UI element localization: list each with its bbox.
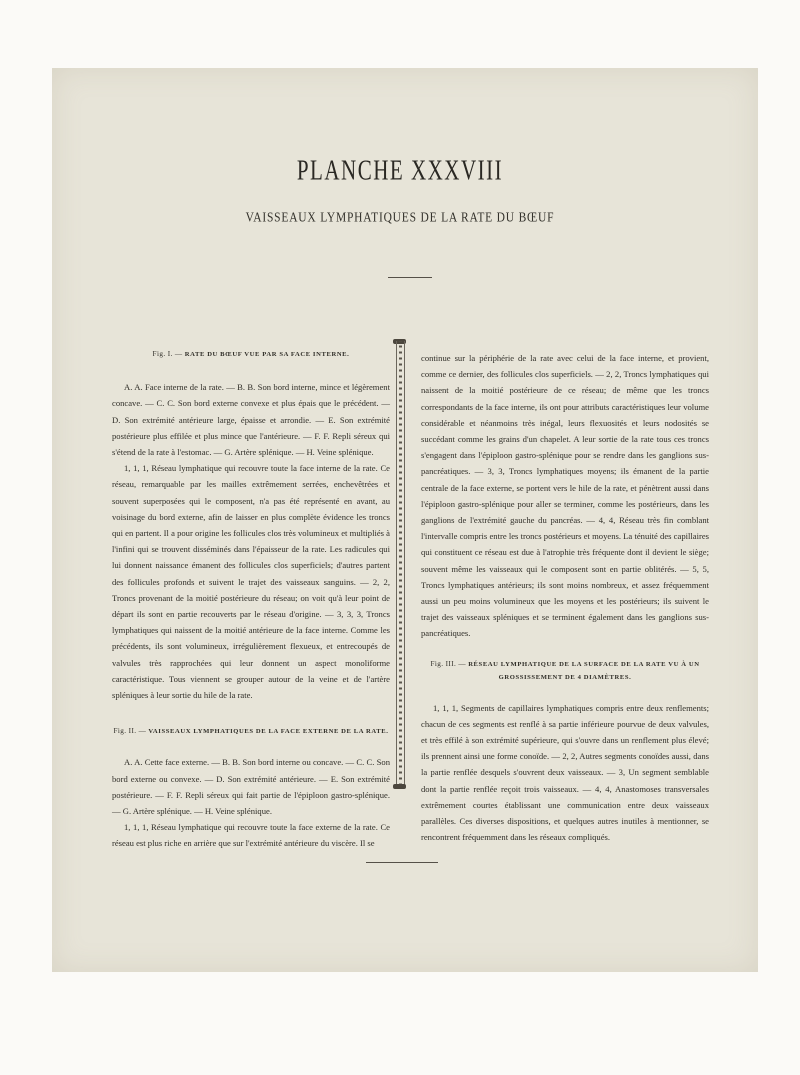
figure-3-heading — [421, 658, 709, 684]
figure-3-caption: RÉSEAU LYMPHATIQUE DE LA SURFACE DE LA RATE VU À UN GROSSISSEMENT DE 4 DIAMÈTRES. — [468, 660, 700, 681]
figure-1-heading — [112, 346, 390, 363]
figure-2-legend: A. A. Cette face externe. — B. B. Son bord interne ou concave. — C. C. Son bord externe ou convexe. — D. Son extrémité antérieure. — E. Son extrémité postérieure. — F. F. Repli séreux qui fait partie de l'épiploon gastro-splénique. — G. Artère splénique. — H. Veine splénique. — [112, 757, 390, 817]
figure-2-heading — [112, 723, 390, 740]
title-rule — [388, 277, 432, 278]
figure-1-caption: RATE DU BŒUF VUE PAR SA FACE INTERNE. — [184, 351, 350, 358]
figure-1-label: Fig. I. — — [152, 350, 183, 358]
figure-2-description: 1, 1, 1, Réseau lymphatique qui recouvre toute la face externe de la rate. Ce réseau est plus riche en arrière que sur l'extrémité antérieure du viscère. Il se — [112, 822, 390, 849]
figure-2-label: Fig. II. — — [113, 727, 147, 736]
figure-2-caption: VAISSEAUX LYMPHATIQUES DE LA FACE EXTERNE DE LA RATE. — [148, 728, 389, 736]
bottom-rule — [366, 862, 438, 863]
column-divider — [396, 341, 405, 788]
figure-2-continuation: continue sur la périphérie de la rate avec celui de la face interne, et provient, comme ce dernier, des follicules clos superficiels. — 2, 2, Troncs lymphatiques qui naissent de la moitié postérieure de ce réseau; de même que les troncs correspondants de la face interne, ils ont pour attributs caractéristiques leur volume considérable et néanmoins très inégal, leurs flexuosités et leurs nodosités se succédant comme les grains d'un chapelet. A leur sortie de la rate tous ces troncs s'engagent dans l'épiploon gastro-splénique pour se rendre dans les ganglions sus-pancréatiques. — 3, 3, Troncs lymphatiques moyens; ils émanent de la partie centrale de la face externe, se portent vers le hile de la rate, et pénètrent aussi dans l'épiploon gastro-splénique pour aller se terminer, comme les postérieurs, dans les ganglions de l'extrémité gauche du pancréas. — 4, 4, Réseau très fin comblant l'intervalle compris entre les troncs postérieurs et moyens. La ténuité des capillaires qui constituent ce réseau est due à l'atrophie très fréquente dont il devient le siège; souvent même les vaisseaux qui le composent sont en partie oblitérés. — 5, 5, Troncs lymphatiques antérieurs; ils sont moins nombreux, et assez fréquemment aussi un peu moins volumineux que les moyens et les postérieurs; ils suivent le trajet des vaisseaux spléniques et se terminent également dans les ganglions sus-pancréatiques. — [421, 353, 709, 639]
figure-1-description: 1, 1, 1, Réseau lymphatique qui recouvre toute la face interne de la rate. Ce réseau, remarquable par les mailles extrêmement serrées, enchevêtrées et souvent superposées qui le composent, n'a pas été représenté en avant, au voisinage du bord externe, afin de laisser en plus complète évidence les troncs qui en partent. Il a pour origine les follicules clos très volumineux et multipliés à l'infini qui se trouvent disséminés dans l'épaisseur de la rate. Les radicules qui lui donnent naissance émanent des follicules clos superficiels; d'autres partent des follicules profonds et suivent le trajet des vaisseaux sanguins. — 2, 2, Troncs provenant de la moitié postérieure du réseau; on voit qu'à leur point de départ ils sont en partie recouverts par le réseau d'origine. — 3, 3, 3, Troncs lymphatiques qui naissent de la moitié antérieure de la face interne. Comme les précédents, ils sont volumineux, irrégulièrement flexueux, et entrecoupés de valvules très rapprochées qui leur donnent un aspect monoliforme caractéristique. Tous viennent se grouper autour de la veine et de l'artère spléniques à leur sortie du hile de la rate. — [112, 463, 390, 701]
figure-3-label: Fig. III. — — [430, 659, 466, 668]
right-column — [421, 350, 709, 845]
page-title: PLANCHE XXXVIII — [296, 153, 504, 187]
page-subtitle: VAISSEAUX LYMPHATIQUES DE LA RATE DU BŒUF — [245, 210, 555, 226]
divider-cap-bottom — [393, 784, 406, 789]
left-column — [112, 346, 390, 852]
figure-1-legend: A. A. Face interne de la rate. — B. B. Son bord interne, mince et légèrement concave. — C. C. Son bord externe convexe et plus épais que le précédent. — D. Son extrémité antérieure large, épaisse et arrondie. — E. Son extrémité postérieure plus effilée et plus mince que l'antérieure. — F. F. Repli séreux qui s'étend de la rate à l'estomac. — G. Artère splénique. — H. Veine splénique. — [112, 382, 390, 458]
figure-3-description: 1, 1, 1, Segments de capillaires lymphatiques compris entre deux renflements; chacun de ces segments est renflé à sa partie inférieure pourvue de deux valvules, et très effilé à son extrémité supérieure, qui s'ouvre dans un renflement plus élevé; ils prennent ainsi une forme conoïde. — 2, 2, Autres segments conoïdes aussi, dans la partie renflée desquels s'ouvrent deux vaisseaux. — 3, Un segment semblable dont la partie renflée reçoit trois vaisseaux. — 4, 4, Anastomoses transversales extrêmement courtes établissant une communication entre deux vaisseaux parallèles. Ces diverses dispositions, et quelques autres inutiles à mentionner, se rencontrent fréquemment dans les réseaux compliqués. — [421, 702, 709, 843]
